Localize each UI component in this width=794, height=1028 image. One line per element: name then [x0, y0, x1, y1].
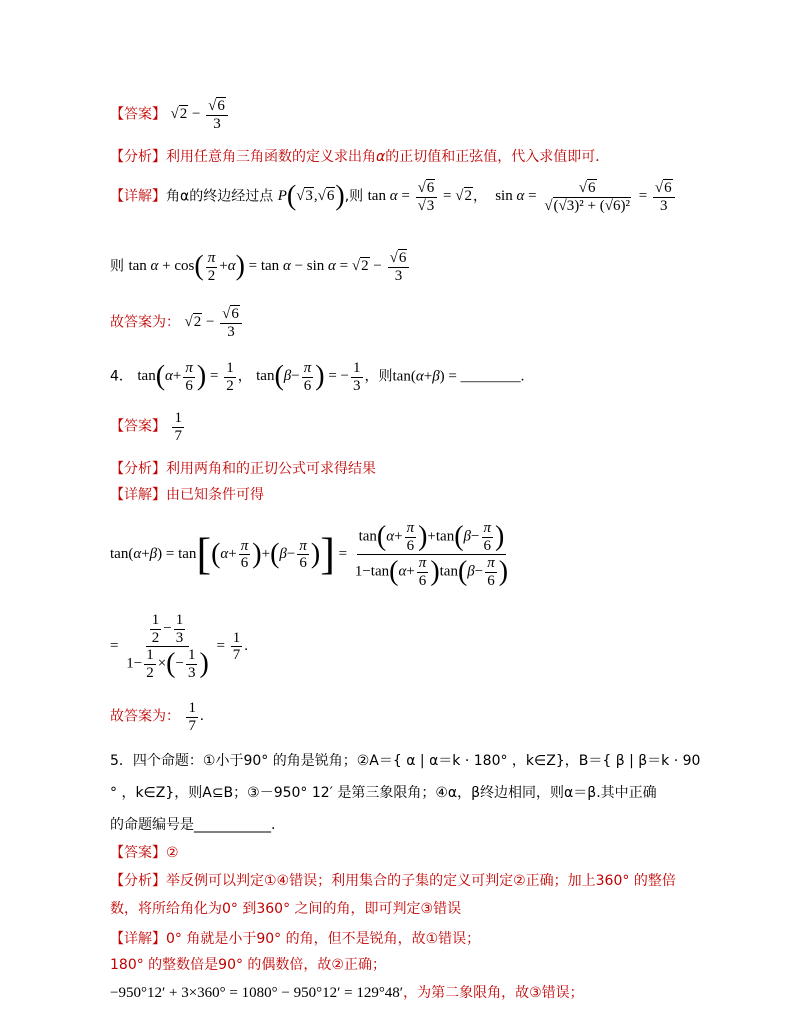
q4-eq2: [110, 612, 248, 681]
q3-tan-expr: tan α = $\frac{√6}{√3}$ = √2: [367, 180, 472, 214]
q5-blank: ___________.: [194, 817, 276, 833]
q4-final: $\frac{1}{7}$ .: [188, 700, 204, 734]
q3-line2-expr: tan α + cos( $\frac{\pi}{2}$ +α) = tan α − sin α = √2 − $\frac{√6}{3}$: [128, 258, 411, 274]
q3-analysis-text-a: 利用任意角三角函数的定义求出角: [166, 149, 376, 165]
q5-detail-line3-math: −950°12′ + 3×360° = 1080° − 950°12′ = 129°48′: [110, 985, 404, 1001]
q3-analysis-line: [110, 146, 609, 166]
q3-answer-line: [110, 98, 230, 132]
q4-eq1-expr: tan(α+β) = tan[(α+ $\frac{\pi}{6}$ )+(β− $\frac{\pi}{6}$ )] = tan(α+ $\frac{\pi}{6}$ )+tan(β− $\frac{\pi}{6}$ ) 1−tan(α+ $\frac{\pi}{6}$ )tan(β− $\frac{\pi}{6}$ ): [110, 520, 509, 589]
q5-line3: [110, 814, 275, 834]
q5-analysis-line2: [110, 898, 461, 918]
q3-line2: [110, 250, 411, 284]
q3-sin-expr: sin α = $\frac{√6}{\text{√(√3)² + (√6)²}}$ = $\frac{√6}{3}$: [491, 188, 676, 204]
q4-detail-text: 由已知条件可得: [166, 487, 264, 503]
q3-analysis-alpha: α: [376, 149, 386, 165]
so-answer-tag: 故答案为：: [110, 708, 180, 725]
q5-detail-line2: 180° 的整数倍是90° 的偶数倍，故②正确；: [110, 957, 386, 973]
analysis-tag: 【分析】: [110, 873, 166, 889]
answer-tag: 【答案】: [110, 845, 166, 861]
detail-tag: 【详解】: [110, 931, 166, 947]
q4-analysis-text: 利用两角和的正切公式可求得结果: [166, 461, 376, 477]
q5-answer-line: [110, 842, 179, 862]
q5-line3-text: 的命题编号是: [110, 817, 194, 833]
answer-tag: 【答案】: [110, 418, 166, 435]
q5-analysis-line1: 举反例可以判定①④错误；利用集合的子集的定义可判定②正确；加上360° 的整倍: [166, 873, 676, 889]
q5-line1-text: 四个命题：①小于90° 的角是锐角；②A＝{ α | α＝k · 180° ，k∈Z}，B＝{ β | β＝k · 90: [132, 753, 701, 769]
analysis-tag: 【分析】: [110, 149, 166, 165]
q5-detail-line3: [110, 982, 584, 1002]
q5-analysis-line2: 数，将所给角化为0° 到360° 之间的角，即可判定③错误: [110, 901, 462, 917]
q4-answer-line: [110, 410, 186, 444]
q4-blank: ________.: [460, 368, 525, 385]
detail-tag: 【详解】: [110, 487, 166, 503]
q3-final-expr: √2 − $\frac{√6}{3}$: [184, 314, 243, 330]
q4-stem-then: ，则: [364, 368, 393, 385]
q5-line1: [110, 750, 700, 770]
so-answer-tag: 故答案为：: [110, 314, 180, 331]
q4-eq1: [110, 520, 512, 589]
q5-line2: [110, 782, 657, 802]
q3-analysis-text-b: 的正切值和正弦值，代入求值即可．: [385, 149, 610, 165]
q4-detail-line: [110, 484, 264, 504]
q4-stem: 4． tan(α+ $\frac{\pi}{6}$ ) = $\frac{1}{2}$ ， tan(β− $\frac{\pi}{6}$ ) = − $\frac{1}{3}$ ，则tan(α+β) = ________.: [110, 360, 525, 394]
q5-detail-line1: 0° 角就是小于90° 的角，但不是锐角，故①错误；: [166, 931, 481, 947]
q4-answer: $\frac{1}{7}$: [174, 410, 182, 444]
q5-line2-text: ° ，k∈Z}，则A⊆B；③－950° 12′ 是第三象限角；④α，β终边相同，则α＝β.其中正确: [110, 785, 657, 801]
q4-stem-a: tan(α+ $\frac{\pi}{6}$ ) = $\frac{1}{2}$: [137, 360, 234, 394]
q5-number: 5．: [110, 753, 133, 769]
q3-detail-text: 角α的终边经过点: [166, 188, 274, 205]
q3-final-line: [110, 306, 244, 340]
q5-answer: ②: [166, 845, 179, 861]
q3-answer-expr: √2 − $\frac{√6}{3}$: [170, 106, 229, 122]
q3-line2-prefix: 则: [110, 258, 124, 275]
q5-analysis-line1: [110, 870, 676, 890]
detail-tag: 【详解】: [110, 188, 166, 205]
q5-detail-line1: [110, 928, 480, 948]
q4-final-line: [110, 700, 204, 734]
q4-eq2-expr: = $\frac{1}{2}$ − $\frac{1}{3}$ 1− $\frac{1}{2}$ ×(− $\frac{1}{3}$ ) = $\frac{1}{7}$ .: [110, 612, 248, 681]
analysis-tag: 【分析】: [110, 461, 166, 477]
q4-stem-ask: tan(α+β) =: [392, 368, 461, 385]
q4-analysis-line: [110, 458, 376, 478]
q3-detail-point: P(√3,√6): [277, 181, 345, 212]
q5-detail-line3-text: ，为第二象限角，故③错误；: [403, 985, 584, 1001]
q3-detail-line: 【详解】角α的终边经过点 P(√3,√6),则 tan α = $\frac{√6}{√3}$ = √2， sin α = $\frac{√6}{\text{√(√3)² + (√6)²}}$ = $\frac{√6}{3}$: [110, 180, 677, 214]
q4-stem-b: tan(β− $\frac{\pi}{6}$ ) = − $\frac{1}{3}$: [256, 360, 361, 394]
q5-detail-line2: [110, 954, 386, 974]
q4-number: 4．: [110, 368, 133, 385]
answer-tag: 【答案】: [110, 106, 166, 123]
q3-detail-then: ,则: [344, 188, 364, 205]
